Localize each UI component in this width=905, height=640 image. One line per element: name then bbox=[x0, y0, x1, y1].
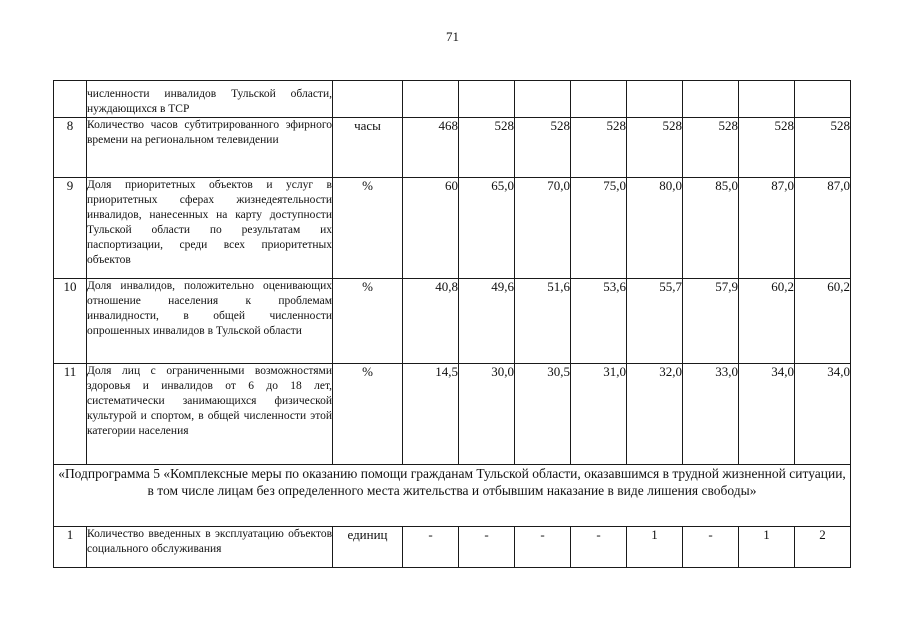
indicator-name: Количество часов субтитрированного эфирного времени на региональном телевидении bbox=[87, 118, 333, 178]
value-cell: 528 bbox=[515, 118, 571, 178]
value-cell: 60,2 bbox=[739, 279, 795, 364]
value-cell: - bbox=[403, 527, 459, 568]
table-row bbox=[54, 364, 851, 465]
value-cell bbox=[739, 81, 795, 118]
value-cell: - bbox=[571, 527, 627, 568]
value-cell: 33,0 bbox=[683, 364, 739, 465]
value-cell: 30,0 bbox=[459, 364, 515, 465]
subprogram-header-row bbox=[54, 465, 851, 527]
value-cell: 85,0 bbox=[683, 178, 739, 279]
indicator-name: Количество введенных в эксплуатацию объектов социального обслуживания bbox=[87, 527, 333, 568]
value-cell: 57,9 bbox=[683, 279, 739, 364]
unit-cell: % bbox=[333, 178, 403, 279]
value-cell: 49,6 bbox=[459, 279, 515, 364]
value-cell: 1 bbox=[739, 527, 795, 568]
value-cell: 2 bbox=[795, 527, 851, 568]
value-cell: 528 bbox=[683, 118, 739, 178]
value-cell: 14,5 bbox=[403, 364, 459, 465]
value-cell: 70,0 bbox=[515, 178, 571, 279]
unit-cell: единиц bbox=[333, 527, 403, 568]
value-cell: 87,0 bbox=[739, 178, 795, 279]
row-number: 9 bbox=[54, 178, 87, 279]
value-cell: - bbox=[515, 527, 571, 568]
table-row bbox=[54, 178, 851, 279]
value-cell: 34,0 bbox=[795, 364, 851, 465]
indicator-name: Доля лиц с ограниченными возможностями здоровья и инвалидов от 6 до 18 лет, систематически занимающихся физической культурой и спортом, в общей численности этой категории населения bbox=[87, 364, 333, 465]
row-number: 10 bbox=[54, 279, 87, 364]
value-cell: 528 bbox=[795, 118, 851, 178]
value-cell: 30,5 bbox=[515, 364, 571, 465]
value-cell: 80,0 bbox=[627, 178, 683, 279]
value-cell bbox=[795, 81, 851, 118]
indicator-name: Доля приоритетных объектов и услуг в приоритетных сферах жизнедеятельности инвалидов, нанесенных на карту доступности Тульской области по результатам их паспортизации, среди всех приоритетных объектов bbox=[87, 178, 333, 279]
unit-cell: часы bbox=[333, 118, 403, 178]
page-number: 71 bbox=[446, 29, 459, 44]
indicator-name: численности инвалидов Тульской области, нуждающихся в ТСР bbox=[87, 81, 333, 118]
value-cell bbox=[683, 81, 739, 118]
row-number bbox=[54, 81, 87, 118]
row-number: 11 bbox=[54, 364, 87, 465]
value-cell bbox=[571, 81, 627, 118]
value-cell: 34,0 bbox=[739, 364, 795, 465]
unit-cell: % bbox=[333, 364, 403, 465]
value-cell: 528 bbox=[627, 118, 683, 178]
value-cell: 1 bbox=[627, 527, 683, 568]
row-number: 8 bbox=[54, 118, 87, 178]
subprogram-title: «Подпрограмма 5 «Комплексные меры по оказанию помощи гражданам Тульской области, оказавшимся в трудной жизненной ситуации, в том числе лицам без определенного места жительства и отбывшим наказание в виде лишения свободы» bbox=[54, 465, 851, 527]
value-cell: 528 bbox=[739, 118, 795, 178]
value-cell bbox=[627, 81, 683, 118]
value-cell: 528 bbox=[459, 118, 515, 178]
value-cell bbox=[403, 81, 459, 118]
value-cell bbox=[515, 81, 571, 118]
value-cell: 65,0 bbox=[459, 178, 515, 279]
table-row bbox=[54, 81, 851, 118]
unit-cell bbox=[333, 81, 403, 118]
table-row bbox=[54, 279, 851, 364]
value-cell: 51,6 bbox=[515, 279, 571, 364]
value-cell: 75,0 bbox=[571, 178, 627, 279]
indicators-table bbox=[53, 80, 851, 568]
unit-cell: % bbox=[333, 279, 403, 364]
value-cell: 468 bbox=[403, 118, 459, 178]
value-cell: 87,0 bbox=[795, 178, 851, 279]
value-cell bbox=[459, 81, 515, 118]
value-cell: 53,6 bbox=[571, 279, 627, 364]
value-cell: 60 bbox=[403, 178, 459, 279]
value-cell: 40,8 bbox=[403, 279, 459, 364]
value-cell: 528 bbox=[571, 118, 627, 178]
value-cell: 60,2 bbox=[795, 279, 851, 364]
value-cell: - bbox=[459, 527, 515, 568]
row-number: 1 bbox=[54, 527, 87, 568]
value-cell: 32,0 bbox=[627, 364, 683, 465]
value-cell: 55,7 bbox=[627, 279, 683, 364]
table-row bbox=[54, 527, 851, 568]
indicator-name: Доля инвалидов, положительно оценивающих отношение населения к проблемам инвалидности, в общей численности опрошенных инвалидов в Тульской области bbox=[87, 279, 333, 364]
table-row bbox=[54, 118, 851, 178]
value-cell: - bbox=[683, 527, 739, 568]
value-cell: 31,0 bbox=[571, 364, 627, 465]
